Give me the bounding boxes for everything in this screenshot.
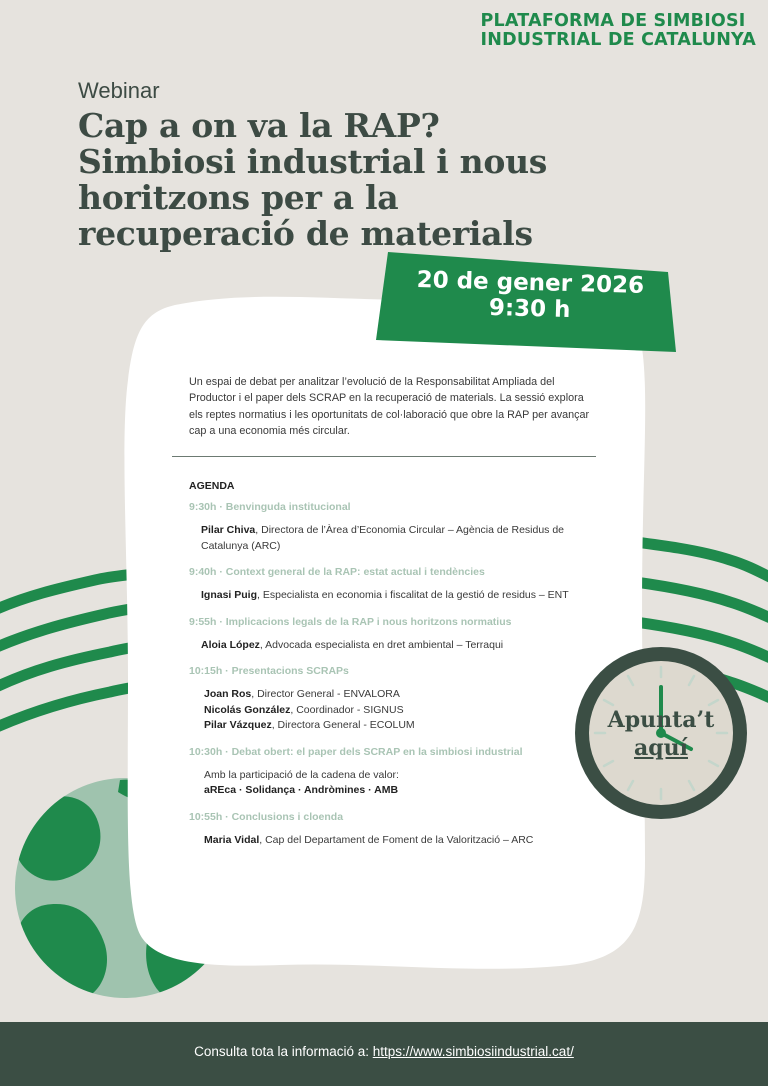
agenda-item-time: 10:55h · Conclusions i cloenda — [189, 810, 344, 823]
speaker — [204, 687, 609, 703]
participants-intro: Amb la participació de la cadena de valor: — [204, 768, 399, 781]
title-line: recuperació de materials — [78, 214, 533, 253]
footer-text — [0, 1044, 768, 1059]
title-line: horitzons per a la — [78, 178, 399, 217]
speaker-role: , Director General - ENVALORA — [251, 688, 400, 700]
speaker — [204, 718, 609, 734]
event-datetime — [394, 266, 665, 325]
footer-prefix: Consulta tota la informació a: — [194, 1044, 373, 1059]
agenda-item-time: 10:15h · Presentacions SCRAPs — [189, 665, 349, 677]
speaker-name: Aloia López — [201, 638, 260, 651]
speaker-name: Joan Ros — [204, 688, 252, 700]
speaker-role: , Directora General - ECOLUM — [271, 719, 415, 731]
speaker-group — [189, 687, 609, 734]
event-title — [78, 108, 598, 252]
speaker — [189, 588, 609, 604]
event-date: 20 de gener 2026 — [416, 267, 645, 299]
participants-block — [189, 768, 609, 799]
speaker-role: , Cap del Departament de Foment de la Valorització – ARC — [259, 833, 534, 846]
divider — [172, 456, 596, 457]
participants-list — [204, 783, 609, 799]
org-name-line2: INDUSTRIAL DE CATALUNYA — [480, 30, 756, 50]
event-type-label: Webinar — [78, 78, 160, 103]
cta-line2: aquí — [634, 735, 688, 761]
agenda-item-time: 10:30h · Debat obert: el paper dels SCRAP en la simbiosi industrial — [189, 745, 523, 758]
title-line: Cap a on va la RAP? — [78, 106, 440, 145]
agenda — [189, 480, 609, 860]
agenda-title: AGENDA — [189, 480, 235, 492]
speaker-role: , Directora de l’Àrea d’Economia Circular – Agència de Residus de Catalunya (ARC) — [201, 524, 565, 552]
title-line: Simbiosi industrial i nous — [78, 142, 548, 181]
intro-paragraph: Un espai de debat per analitzar l’evolució de la Responsabilitat Ampliada del Productor i el paper dels SCRAP en la recuperació de materials. La sessió explora els reptes normatius i les oportunitats de col·laboració que obre la RAP per avançar cap a una economia més circular. — [189, 376, 590, 437]
org-name-line1: PLATAFORMA DE SIMBIOSI — [480, 11, 746, 31]
speaker-role: , Advocada especialista en dret ambiental – Terraqui — [259, 638, 504, 651]
speaker-name: Maria Vidal — [204, 833, 260, 846]
speaker — [189, 638, 609, 654]
speaker — [189, 833, 609, 849]
agenda-item-time: 9:30h · Benvinguda institucional — [189, 501, 351, 513]
org-logo-text — [481, 12, 756, 50]
participants: aREca · Solidança · Andròmines · AMB — [204, 784, 399, 796]
speaker-name: Pilar Vázquez — [204, 719, 272, 731]
signup-link[interactable] — [573, 706, 749, 762]
agenda-item-time: 9:55h · Implicacions legals de la RAP i nous horitzons normatius — [189, 615, 512, 628]
cta-line1: Apunta’t — [607, 707, 715, 733]
website-link[interactable]: https://www.simbiosiindustrial.cat/ — [372, 1044, 574, 1059]
speaker-name: Pilar Chiva — [201, 524, 256, 536]
speaker — [204, 703, 609, 719]
speaker-role: , Coordinador - SIGNUS — [290, 703, 404, 716]
speaker-name: Nicolás González — [204, 703, 291, 716]
event-time: 9:30 h — [488, 294, 571, 324]
footer — [0, 1022, 768, 1086]
agenda-item-time: 9:40h · Context general de la RAP: estat actual i tendències — [189, 566, 485, 578]
speaker — [189, 523, 609, 554]
speaker-role: , Especialista en economia i fiscalitat de la gestió de residus – ENT — [257, 589, 569, 601]
speaker-name: Ignasi Puig — [201, 589, 258, 601]
